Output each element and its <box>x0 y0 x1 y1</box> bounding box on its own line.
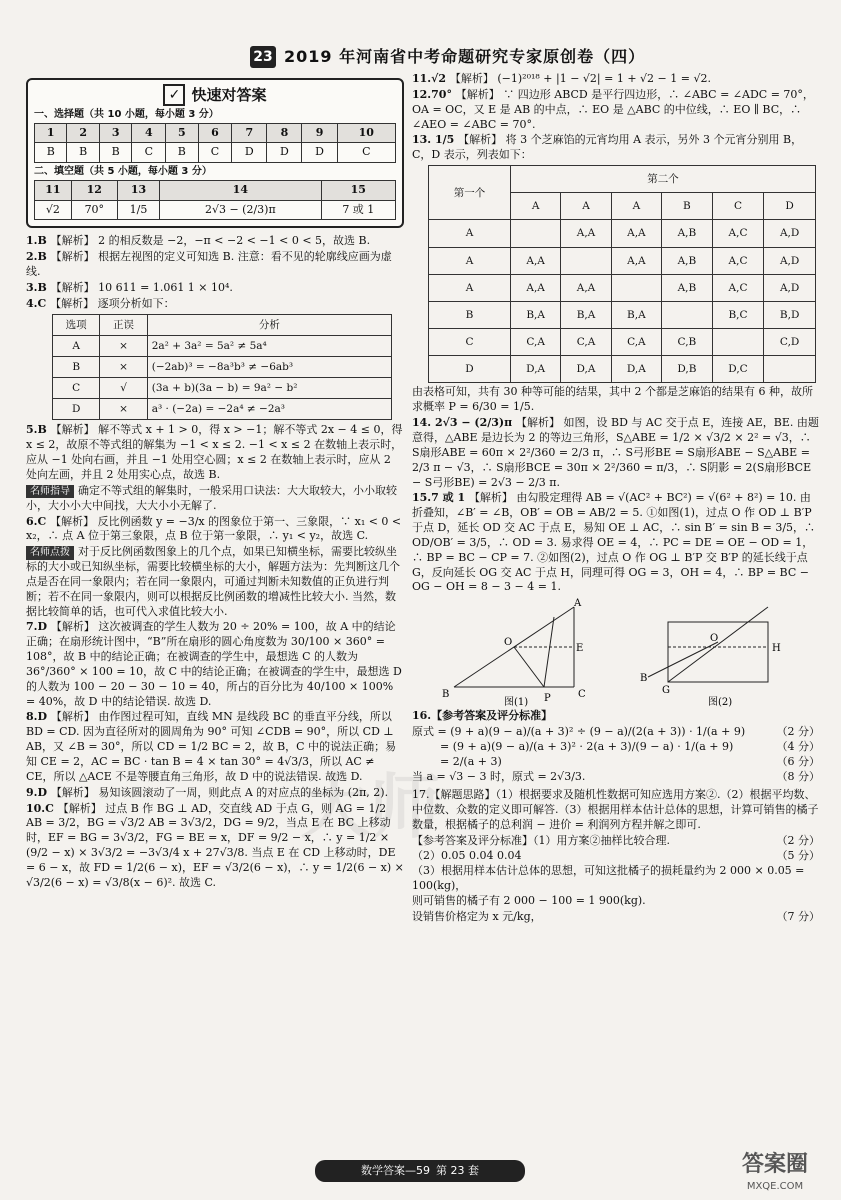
q16-score1: （2 分） <box>776 725 820 739</box>
fig15-caption-1: 图(1) <box>504 697 529 708</box>
outcome-col-head: A <box>510 193 560 220</box>
right-solutions-2 <box>412 385 820 595</box>
site-logo <box>720 1150 830 1196</box>
outcome-cell: A <box>429 220 511 247</box>
solution-text: 【解析】 (−1)²⁰¹⁸ + |1 − √2| = 1 + √2 − 1 = √2. <box>449 72 711 85</box>
fig15-label-p: P <box>544 693 551 705</box>
question-16 <box>412 709 820 784</box>
solution-number: 6.C <box>26 514 51 528</box>
outcome-cell: A,A <box>611 220 661 247</box>
fill-number-cell: 14 <box>160 180 322 200</box>
choice-number-cell: 4 <box>132 123 166 143</box>
outcome-col-head: B <box>662 193 713 220</box>
table-cell: √ <box>100 378 147 399</box>
solution-text: 【解析】 如图，设 BD 与 AC 交于点 E，连接 AE，BE. 由题意得，△ABE 是边长为 2 的等边三角形，S△ABE = 1/2 × √3/2 × 2² = √3，∴ S扇形ABE = 60π × 2²/360 = 2/3 π，∴ S弓形BE = S扇形ABE − S△ABE = 2/3 π − √3，∴ S扇形BCE = 30π × 2²/360 = π/3，∴ S阴影 = 2(S扇形BCE − S弓形BE) = 2√3 − 2/3 π. <box>412 416 819 489</box>
outcome-row <box>429 247 816 274</box>
logo-url: MXQE.COM <box>746 1180 804 1192</box>
fill-answer-cell: √2 <box>35 200 72 220</box>
fig15b-label-b: B <box>640 673 648 685</box>
solution-number: 1.B <box>26 234 51 248</box>
outcome-cell: A,D <box>764 220 816 247</box>
solution-item <box>26 710 404 784</box>
outcome-cell: A,B <box>662 247 713 274</box>
solution-number: 11.√2 <box>412 72 450 85</box>
solution-text: 【解析】 易知该圆滚动了一周，则此点 A 的对应点的坐标为 (2π, 2). <box>50 785 389 799</box>
solution-item <box>26 297 404 312</box>
choice-answer-cell: B <box>99 143 131 163</box>
choice-answer-cell: D <box>267 143 302 163</box>
outcome-cell: B,C <box>712 301 764 328</box>
fill-answer-cell: 70° <box>71 200 117 220</box>
choice-answer-cell: D <box>302 143 337 163</box>
choice-answer-cell: B <box>166 143 198 163</box>
solution-item <box>26 250 404 280</box>
q16-score2: （4 分） <box>776 739 820 753</box>
solution-item <box>26 515 404 545</box>
choice-number-cell: 10 <box>337 123 395 143</box>
outcome-cell: C,A <box>561 329 611 356</box>
fig15-label-b: B <box>442 689 450 701</box>
solution-item <box>412 72 820 87</box>
outcome-row <box>429 329 816 356</box>
solution-item <box>26 786 404 801</box>
outcome-cell: D <box>429 356 511 383</box>
choice-number-cell: 5 <box>166 123 198 143</box>
corner-second: 第二个 <box>510 166 815 193</box>
outcome-cell: D,B <box>662 356 713 383</box>
table-row <box>53 378 392 399</box>
table-cell: × <box>100 335 147 356</box>
fill-number-cell: 11 <box>35 180 72 200</box>
outcome-cell: C,A <box>510 329 560 356</box>
outcome-row <box>429 274 816 301</box>
solution-number: 4.C <box>26 296 51 310</box>
q16-line3: = 2/(a + 3) <box>440 754 502 768</box>
outcome-table <box>428 165 816 383</box>
solution-number: 9.D <box>26 785 51 799</box>
outcome-cell: A <box>429 274 511 301</box>
outcome-cell: A,A <box>561 220 611 247</box>
solution-text: 确定不等式组的解集时，一般采用口诀法：大大取较大，小小取较小，大小小大中间找，大大小小无解了. <box>26 483 397 512</box>
fig15-label-o: O <box>504 637 513 649</box>
fill-answer-table <box>34 180 396 221</box>
solution-text: 【解析】 过点 B 作 BG ⊥ AD，交直线 AD 于点 G，则 AG = 1/2 AB = 3/2，BG = √3/2 AB = 3√3/2，DG = 9/2，当点 E 在 BC 上移动时，EF = BG = 3√3/2，FG = BE = x，DF = 9/2 − x，∴ y = 1/2 × (9/2 − x) × 3√3/2 = −3√3/4 x + 27√3/8. 当点 E 在 CD 上移动时，DE = 6 − x，故 FD = 1/2(6 − x)，EF = √3/2(6 − x)，∴ y = 1/2(6 − x) × √3/2(6 − x) = √3/8(x − 6)². 故选 C. <box>26 801 404 889</box>
outcome-cell <box>561 247 611 274</box>
choice-number-cell: 3 <box>99 123 131 143</box>
solution-text: 【解析】 2 的相反数是 −2，−π < −2 < −1 < 0 < 5，故选 B. <box>50 234 371 248</box>
fill-section-label: 二、填空题（共 5 小题，每小题 3 分） <box>34 166 212 178</box>
table-cell: (3a + b)(3a − b) = 9a² − b² <box>147 378 391 399</box>
solution-text: 【解析】 由勾股定理得 AB = √(AC² + BC²) = √(6² + 8²) = 10. 由折叠知，∠B′ = ∠B，OB′ = OB = AB/2 = 5. ①如图(1)，过点 O 作 OD ⊥ B′P 于点 D，延长 OD 交 AC 于点 E，易知 OE ⊥ AC，∴ sin B′ = sin B = 3/5，∴ OD/OB′ = 3/5，∴ OD = 3. 易求得 OE = 4，∴ PC = DE = OE − OD = 1，∴ BP = BC − CP = 7. ②如图(2)，过点 O 作 OG ⊥ B′P 交 B′P 的延长线于点 G，反向延长 OG 交 AC 于点 H，同理可得 OG = 3，OH = 4，∴ BP = BC − OG − OH = 8 − 3 − 4 = 1. <box>412 491 816 594</box>
solution-item <box>412 385 820 415</box>
outcome-cell: C,A <box>611 329 661 356</box>
table-cell: × <box>100 356 147 377</box>
tip-tag: 名师点拨 <box>26 546 74 560</box>
outcome-cell: A,B <box>662 274 713 301</box>
solution-text: 【解析】 将 3 个芝麻馅的元宵均用 A 表示，另外 3 个元宵分别用 B，C，D 表示，列表如下： <box>412 133 803 162</box>
table-cell: D <box>53 399 100 420</box>
q17-score3: （5 分） <box>776 848 820 862</box>
solution-text: 【解析】 由作图过程可知，直线 MN 是线段 BC 的垂直平分线，所以 BD = CD. 因为直径所对的圆周角为 90° 可知 ∠CDB = 90°，所以 CD ⊥ AB，又 ∠B = 30°，所以 CD = 1/2 BC = 2，故 B，C 中的说法正确；易知 CE = 2，AC = BC · tan B = 4 × tan 30° = 4√3/3，所以 AC ≠ CE，所以 △ACE 不是等腰直角三角形，故 D 中的说法错误. 故选 D. <box>26 710 397 783</box>
table-cell: A <box>53 335 100 356</box>
solution-number: 2.B <box>26 250 51 264</box>
solution-text: 对于反比例函数图象上的几个点，如果已知横坐标，需要比较纵坐标的大小或已知纵坐标，需要比较横坐标的大小，解题方法为：先判断这几个点是否在同一象限内；若在同一象限内，可通过判断未知数值的正负进行判断；若不在同一象限内，则可以根据反比例函数的增减性比较大小. 当然，数据比较简单的话，也可代入求值比较大小. <box>26 545 400 618</box>
table-header: 选项 <box>53 314 100 335</box>
choice-number-cell: 6 <box>198 123 232 143</box>
q16-line2: = (9 + a)(9 − a)/(a + 3)² · 2(a + 3)/(9 − a) · 1/(a + 9) <box>440 739 734 753</box>
quick-answer-title: ✓ 快速对答案 <box>34 84 396 106</box>
fill-number-cell: 13 <box>117 180 159 200</box>
table-row <box>53 335 392 356</box>
choice-number-cell: 9 <box>302 123 337 143</box>
checkmark-icon: ✓ <box>163 84 185 106</box>
choice-answer-cell: C <box>132 143 166 163</box>
q17-score6: （7 分） <box>776 910 820 924</box>
outcome-cell <box>712 329 764 356</box>
outcome-cell: B,A <box>510 301 560 328</box>
outcome-cell: D,A <box>561 356 611 383</box>
fill-answer-cell: 7 或 1 <box>321 200 395 220</box>
solution-item <box>412 88 820 133</box>
fig15-label-e: E <box>576 643 584 655</box>
solution-text: 【解析】 解不等式 x + 1 > 0，得 x > −1；解不等式 2x − 4 ≤ 0，得 x ≤ 2，故原不等式组的解集为 −1 < x ≤ 2. −1 < x ≤ 2 在数轴上表示时，应从 −1 处向右画，并且 −1 处用空心圆；x ≤ 2 在数轴上表示时，应从 2 处向左画，并且 2 处用实心点，故选 B. <box>26 423 403 481</box>
fill-answer-cell: 1/5 <box>117 200 159 220</box>
solution-item <box>412 133 820 163</box>
q16-score4: （8 分） <box>776 769 820 783</box>
solution-item <box>26 802 404 891</box>
solution-item <box>26 484 404 514</box>
choice-section-label: 一、选择题（共 10 小题，每小题 3 分） <box>34 109 219 120</box>
outcome-cell: B,A <box>561 301 611 328</box>
left-solutions-2 <box>26 423 404 890</box>
fill-answer-cell: 2√3 − (2/3)π <box>160 200 322 220</box>
fill-number-cell: 12 <box>71 180 117 200</box>
outcome-cell: B,D <box>764 301 816 328</box>
outcome-cell: A,D <box>764 247 816 274</box>
solution-item <box>26 281 404 296</box>
outcome-cell <box>510 220 560 247</box>
q16-line1: 原式 = (9 + a)(9 − a)/(a + 3)² ÷ (9 − a)/(2(a + 3)) · 1/(a + 9) <box>412 725 746 739</box>
fig15b-label-g: G <box>662 685 670 697</box>
outcome-col-head: C <box>712 193 764 220</box>
q17-answer2: （2）0.05 0.04 0.04 <box>412 848 522 862</box>
outcome-cell: A <box>429 247 511 274</box>
solution-number: 13. 1/5 <box>412 133 459 147</box>
outcome-cell: A,C <box>712 220 764 247</box>
outcome-row <box>429 356 816 383</box>
choice-number-cell: 2 <box>67 123 99 143</box>
outcome-cell: A,A <box>510 274 560 301</box>
solution-number: 7.D <box>26 620 51 634</box>
choice-answer-cell: C <box>198 143 232 163</box>
logo-text: 答案圈 <box>741 1152 808 1177</box>
outcome-cell: A,A <box>611 247 661 274</box>
quick-answer-box <box>26 78 404 228</box>
q17-thinking: 17.【解题思路】（1）根据要求及随机性数据可知应选用方案②.（2）根据平均数、中位数、众数的定义即可解答.（3）根据用样本估计总体的思想，计算可销售的橘子数量，根据橘子的总利润 − 进价 = 利润列方程并解之即可. <box>412 788 819 832</box>
fig15-caption-2: 图(2) <box>708 697 733 708</box>
solution-text: 【解析】 这次被调查的学生人数为 20 ÷ 20% = 100，故 A 中的结论正确；在扇形统计图中，“B”所在扇形的圆心角度数为 30/100 × 360° = 108°，故 B 中的结论正确；在被调查的学生中，最想选 C 的人数为 36°/360° × 100 = 10，故 C 中的结论正确；在被调查的学生中，最想选 D 的人数为 100 − 20 − 30 − 10 = 40，所占的百分比为 40/100 × 100% = 40%，故 D 中的结论错误. 故选 D. <box>26 620 402 708</box>
q17-answer1: 【参考答案及评分标准】（1）用方案②抽样比较合理. <box>412 834 670 847</box>
outcome-cell: D,A <box>510 356 560 383</box>
choice-answer-cell: B <box>35 143 67 163</box>
outcome-row <box>429 220 816 247</box>
solution-number: 12.70° <box>412 87 456 101</box>
footer-page-label: 数学答案—59 <box>361 1163 430 1177</box>
solution-text: 由表格可知，共有 30 种等可能的结果，其中 2 个都是芝麻馅的结果有 6 种，故所求概率 P = 6/30 = 1/5. <box>412 385 813 414</box>
q17-answer3: （3）根据用样本估计总体的思想，可知这批橘子的损耗量约为 2 000 × 0.05 = 100(kg)， <box>412 863 805 892</box>
fig15b-label-h: H <box>772 643 781 655</box>
question-17 <box>412 788 820 925</box>
solution-number: 5.B <box>26 423 51 437</box>
outcome-cell: A,C <box>712 274 764 301</box>
choice-number-cell: 1 <box>35 123 67 143</box>
solution-number: 15.7 或 1 <box>412 491 469 505</box>
outcome-cell: B <box>429 301 511 328</box>
outcome-cell: A,B <box>662 220 713 247</box>
outcome-row <box>429 301 816 328</box>
table-cell: C <box>53 378 100 399</box>
fill-number-cell: 15 <box>321 180 395 200</box>
solution-item <box>26 234 404 249</box>
right-solutions <box>412 72 820 163</box>
table-row <box>53 399 392 420</box>
outcome-cell <box>662 301 713 328</box>
outcome-cell: C <box>429 329 511 356</box>
outcome-cell: A,C <box>712 247 764 274</box>
table-cell: B <box>53 356 100 377</box>
outcome-cell: D,A <box>611 356 661 383</box>
outcome-cell: A,D <box>764 274 816 301</box>
footer-set-label: 第 23 套 <box>436 1163 479 1177</box>
solution-item <box>412 491 820 595</box>
outcome-cell <box>611 274 661 301</box>
fig15b-label-o: O <box>710 633 719 645</box>
option-analysis-table <box>52 314 392 421</box>
figure-15-1 <box>424 597 604 707</box>
choice-number-cell: 7 <box>232 123 267 143</box>
table-cell: 2a² + 3a² = 5a² ≠ 5a⁴ <box>147 335 391 356</box>
choice-answer-table <box>34 123 396 164</box>
figure-15 <box>412 597 820 707</box>
q16-score3: （6 分） <box>776 754 820 768</box>
page-footer <box>315 1160 525 1182</box>
left-solutions <box>26 234 404 311</box>
solution-number: 3.B <box>26 280 51 294</box>
choice-number-cell: 8 <box>267 123 302 143</box>
table-header: 正误 <box>100 314 147 335</box>
solution-number: 10.C <box>26 801 58 815</box>
fig15-label-c: C <box>578 689 586 701</box>
figure-15-2 <box>628 597 808 707</box>
table-cell: (−2ab)³ = −8a³b³ ≠ −6ab³ <box>147 356 391 377</box>
q17-score2: （2 分） <box>776 834 820 847</box>
solution-text: 【解析】 ∵ 四边形 ABCD 是平行四边形，∴ ∠ABC = ∠ADC = 70°，OA = OC，又 E 是 AB 的中点，∴ EO 是 △ABC 的中位线，∴ EO ∥ BC，∴ ∠AEO = ∠ABC = 70°. <box>412 87 814 131</box>
solution-text: 【解析】 10 611 = 1.061 1 × 10⁴. <box>50 280 233 294</box>
solution-number: 8.D <box>26 710 51 724</box>
outcome-cell: B,A <box>611 301 661 328</box>
solution-text: 【解析】 根据左视图的定义可知选 B. 注意：看不见的轮廓线应画为虚线. <box>26 250 392 279</box>
page-title: 2019 年河南省中考命题研究专家原创卷（四） <box>284 47 646 67</box>
q16-line4: 当 a = √3 − 3 时，原式 = 2√3/3. <box>412 769 586 783</box>
outcome-cell: A,A <box>510 247 560 274</box>
table-header: 分析 <box>147 314 391 335</box>
header <box>250 44 710 70</box>
table-cell: × <box>100 399 147 420</box>
outcome-col-head: A <box>561 193 611 220</box>
watermark: 大师 <box>300 766 440 848</box>
right-column <box>412 72 820 925</box>
solution-text: 【解析】 反比例函数 y = −3/x 的图象位于第一、三象限，∵ x₁ < 0 < x₂，∴ 点 A 位于第三象限，点 B 位于第一象限，∴ y₁ < y₂，故选 C. <box>26 514 402 543</box>
choice-answer-cell: B <box>67 143 99 163</box>
q17-answer4: 则可销售的橘子有 2 000 − 100 = 1 900(kg). <box>412 894 646 908</box>
q16-title: 16.【参考答案及评分标准】 <box>412 709 553 723</box>
table-cell: a³ · (−2a) = −2a⁴ ≠ −2a³ <box>147 399 391 420</box>
solution-number: 14. 2√3 − (2/3)π <box>412 416 516 430</box>
solution-text: 【解析】 逐项分析如下： <box>50 296 175 310</box>
solution-item <box>26 620 404 709</box>
choice-answer-cell: C <box>337 143 395 163</box>
outcome-cell: A,A <box>561 274 611 301</box>
outcome-col-head: A <box>611 193 661 220</box>
solution-item <box>412 416 820 490</box>
fig15-label-a: A <box>574 598 582 610</box>
solution-item <box>26 545 404 619</box>
choice-answer-cell: D <box>232 143 267 163</box>
tip-tag: 名师指导 <box>26 485 74 499</box>
outcome-cell: C,B <box>662 329 713 356</box>
q17-answer5: 设销售价格定为 x 元/kg， <box>412 910 542 924</box>
solution-item <box>26 423 404 482</box>
outcome-col-head: D <box>764 193 816 220</box>
left-column <box>26 78 404 892</box>
outcome-cell <box>764 356 816 383</box>
outcome-cell: D,C <box>712 356 764 383</box>
set-number-badge: 23 <box>250 46 276 68</box>
table-row <box>53 356 392 377</box>
corner-first: 第一个 <box>429 166 511 220</box>
outcome-cell: C,D <box>764 329 816 356</box>
